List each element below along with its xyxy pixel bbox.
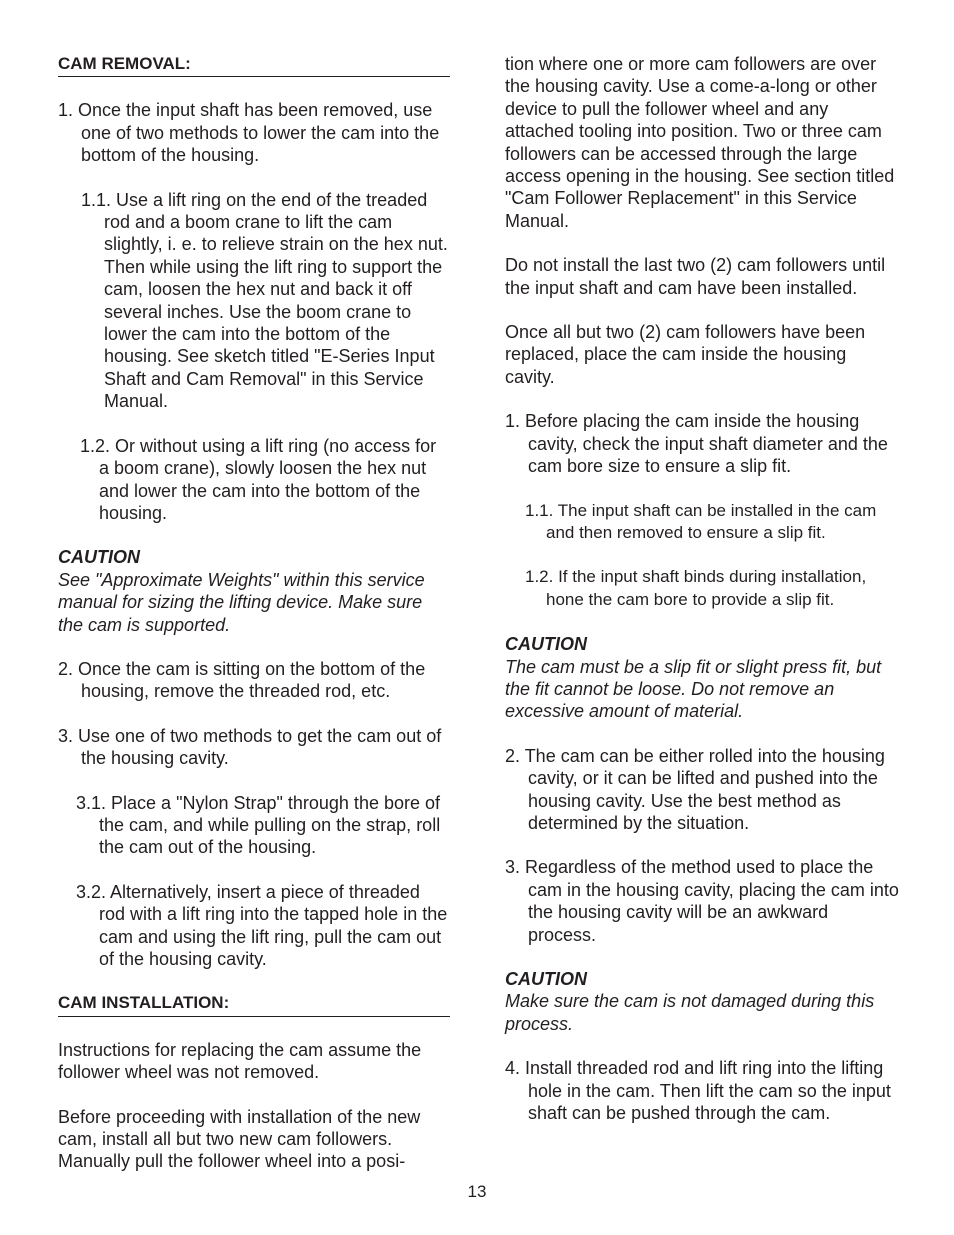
left-column: [58, 53, 450, 1195]
caution-block-2: [505, 633, 900, 723]
once-all-paragraph: Once all but two (2) cam followers have been replaced, place the cam inside the housing cavity.: [505, 322, 866, 387]
installation-step-3: 3. Regardless of the method used to place the cam in the housing cavity, placing the cam into the housing cavity will be an awkward process.: [505, 857, 899, 945]
installation-step-2: 2. The cam can be either rolled into the housing cavity, or it can be lifted and pushed into the housing cavity. Use the best method as determined by the situation.: [505, 745, 885, 833]
caution-body: Make sure the cam is not damaged during this process.: [505, 991, 875, 1034]
caution-title: CAUTION: [505, 634, 587, 655]
continuation-paragraph: tion where one or more cam followers are over the housing cavity. Use a come-a-long or other device to pull the follower wheel and any attached tooling into position. Two or three cam followers can be accessed through the large access opening in the housing. See section titled "Cam Follower Replacement" in this Service Manual.: [505, 54, 895, 231]
caution-title: CAUTION: [505, 969, 587, 989]
caution-body: See "Approximate Weights" within this service manual for sizing the lifting device. Make sure the cam is supported.: [58, 569, 425, 635]
removal-step-3: 3. Use one of two methods to get the cam out of the housing cavity.: [58, 725, 442, 769]
installation-intro: Instructions for replacing the cam assume the follower wheel was not removed.: [58, 1039, 422, 1083]
removal-step-1: 1. Once the input shaft has been removed, use one of two methods to lower the cam into the bottom of the housing.: [58, 100, 440, 166]
removal-step-3-2: 3.2. Alternatively, insert a piece of threaded rod with a lift ring into the tapped hole in the cam and using the lift ring, pull the cam out of the housing cavity.: [76, 881, 448, 969]
installation-before: Before proceeding with installation of the new cam, install all but two new cam followers. Manually pull the follower wheel into a posi-: [58, 1106, 421, 1172]
removal-step-1-2: 1.2. Or without using a lift ring (no access for a boom crane), slowly loosen the hex nut and lower the cam into the bottom of the housing.: [80, 435, 437, 523]
caution-body: The cam must be a slip fit or slight press fit, but the fit cannot be loose. Do not remove an excessive amount of material.: [505, 656, 882, 722]
removal-step-3-1: 3.1. Place a "Nylon Strap" through the bore of the cam, and while pulling on the strap, roll the cam out of the housing.: [76, 792, 441, 858]
cam-installation-heading: CAM INSTALLATION:: [58, 992, 450, 1016]
installation-step-1-2: 1.2. If the input shaft binds during installation, hone the cam bore to provide a slip fit.: [525, 567, 867, 609]
caution-title: CAUTION: [58, 547, 140, 568]
installation-step-1: 1. Before placing the cam inside the housing cavity, check the input shaft diameter and the cam bore size to ensure a slip fit.: [505, 411, 888, 477]
removal-step-1-1: 1.1. Use a lift ring on the end of the treaded rod and a boom crane to lift the cam slightly, i. e. to relieve strain on the hex nut. Then while using the lift ring to support the cam, loosen the hex nut and back it off several inches. Use the boom crane to lower the cam into the bottom of the housing. See sketch titled "E-Series Input Shaft and Cam Removal" in this Service Manual.: [81, 189, 448, 412]
do-not-install-paragraph: Do not install the last two (2) cam followers until the input shaft and cam have been installed.: [505, 255, 886, 298]
right-column: [505, 53, 900, 1146]
caution-block-1: [58, 546, 450, 636]
cam-removal-heading: CAM REMOVAL:: [58, 53, 450, 77]
page-number: 13: [467, 1182, 487, 1201]
installation-step-1-1: 1.1. The input shaft can be installed in the cam and then removed to ensure a slip fit.: [525, 500, 877, 542]
installation-step-4: 4. Install threaded rod and lift ring into the lifting hole in the cam. Then lift the cam so the input shaft can be pushed through the cam.: [505, 1058, 891, 1124]
removal-step-2: 2. Once the cam is sitting on the bottom of the housing, remove the threaded rod, etc.: [58, 658, 426, 702]
caution-block-3: [505, 968, 900, 1035]
